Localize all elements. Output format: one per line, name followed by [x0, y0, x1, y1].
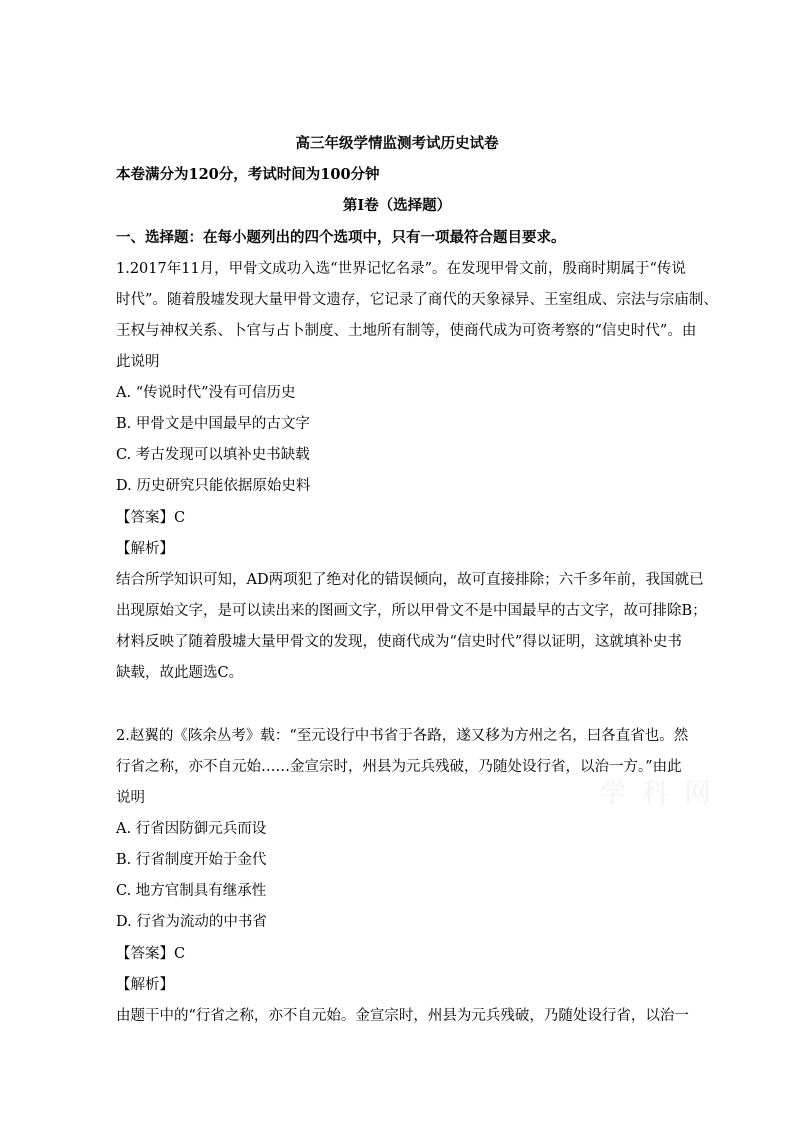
q2-answer: 【答案】C — [116, 946, 186, 962]
q1-analysis-label: 【解析】 — [116, 541, 174, 557]
q1-option-a: A. “传说时代”没有可信历史 — [116, 385, 296, 401]
q1-stem-line: 此说明 — [116, 354, 160, 370]
q1-analysis-line: 缺载，故此题选C。 — [116, 665, 244, 681]
q1-option-c: C. 考古发现可以填补史书缺载 — [116, 447, 310, 463]
q2-analysis-label: 【解析】 — [116, 977, 174, 993]
q1-stem-line: 王权与神权关系、卜官与占卜制度、土地所有制等，使商代成为可资考察的“信史时代”。由 — [116, 323, 697, 339]
q1-option-d: D. 历史研究只能依据原始史料 — [116, 478, 311, 494]
q2-option-c: C. 地方官制具有继承性 — [116, 883, 267, 899]
watermark-text: 学 科 网 — [600, 779, 715, 809]
volume-title: 第I卷（选择题） — [342, 197, 452, 214]
section-title: 一、选择题：在每小题列出的四个选项中，只有一项最符合题目要求。 — [116, 229, 566, 246]
q2-stem-line: 说明 — [116, 790, 145, 806]
exam-info: 本卷满分为120分，考试时间为100分钟 — [116, 166, 380, 183]
q2-analysis-line: 由题干中的“行省之称，亦不自元始。金宣宗时，州县为元兵残破，乃随处设行省，以治一 — [116, 1008, 689, 1024]
q1-answer: 【答案】C — [116, 510, 186, 526]
q2-option-d: D. 行省为流动的中书省 — [116, 914, 267, 930]
q1-analysis-line: 出现原始文字，是可以读出来的图画文字，所以甲骨文不是中国最早的古文字，故可排除B； — [116, 603, 707, 619]
q1-option-b: B. 甲骨文是中国最早的古文字 — [116, 416, 310, 432]
q2-option-b: B. 行省制度开始于金代 — [116, 852, 267, 868]
q1-stem-line: 1.2017年11月，甲骨文成功入选“世界记忆名录”。在发现甲骨文前，殷商时期属于“传说 — [116, 261, 686, 277]
q1-stem-line: 时代”。随着殷墟发现大量甲骨文遗存，它记录了商代的天象禄异、王室组成、宗法与宗庙制、 — [116, 292, 718, 308]
q1-analysis-line: 结合所学知识可知，AD两项犯了绝对化的错误倾向，故可直接排除；六千多年前，我国就已 — [116, 572, 704, 588]
q2-option-a: A. 行省因防御元兵而设 — [116, 821, 267, 837]
q2-stem-line: 2.赵翼的《陔余丛考》载：“至元设行中书省于各路，遂又移为方州之名，曰各直省也。然 — [116, 728, 689, 744]
document-title: 高三年级学情监测考试历史试卷 — [295, 135, 499, 152]
q1-analysis-line: 材料反映了随着殷墟大量甲骨文的发现，使商代成为“信史时代”得以证明，这就填补史书 — [116, 634, 682, 650]
q2-stem-line: 行省之称，亦不自元始……金宣宗时，州县为元兵残破，乃随处设行省，以治一方。”由此 — [116, 759, 682, 775]
